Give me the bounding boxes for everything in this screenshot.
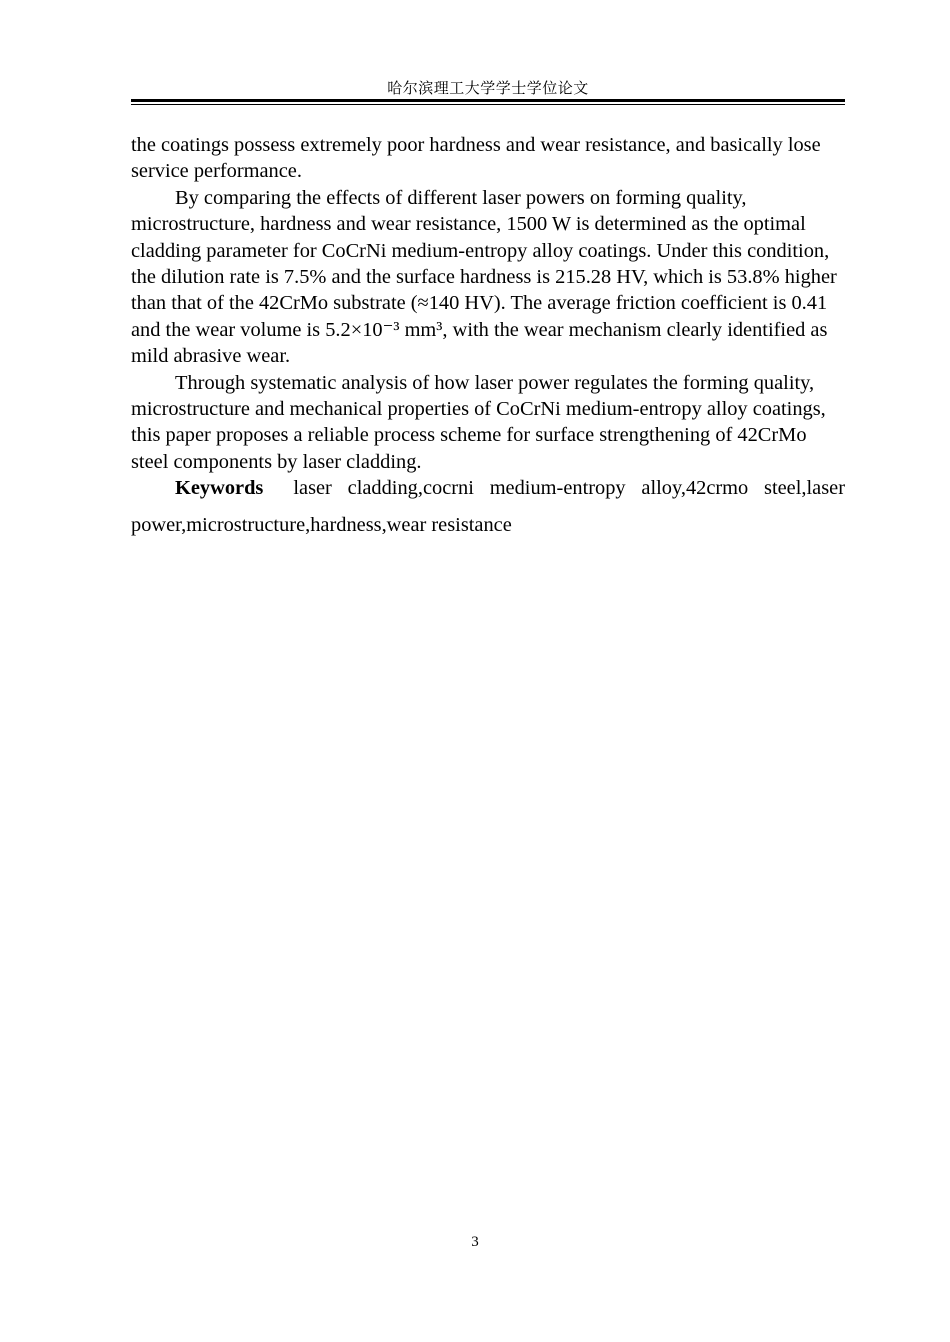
header-rule-thick xyxy=(131,99,845,102)
page-number: 3 xyxy=(471,1234,479,1250)
abstract-body xyxy=(131,132,845,544)
keywords-block xyxy=(131,470,845,544)
paragraph-continuation: the coatings possess extremely poor hardness and wear resistance, and basically lose service performance. xyxy=(131,134,821,183)
paragraph-optimal-parameter: By comparing the effects of different laser powers on forming quality, microstructure, hardness and wear resistance, 1500 W is determined as the optimal cladding parameter for CoCrNi medium-entropy alloy coatings. Under this condition, the dilution rate is 7.5% and the surface hardness is 215.28 HV, which is 53.8% higher than that of the 42CrMo substrate (≈140 HV). The average friction coefficient is 0.41 and the wear volume is 5.2×10⁻³ mm³, with the wear mechanism clearly identified as mild abrasive wear. xyxy=(131,186,837,368)
paragraph-conclusion: Through systematic analysis of how laser power regulates the forming quality, microstructure and mechanical properties of CoCrNi medium-entropy alloy coatings, this paper proposes a reliable process scheme for surface strengthening of 42CrMo steel components by laser cladding. xyxy=(131,371,826,473)
running-header: 哈尔滨理工大学学士学位论文 xyxy=(387,79,589,97)
keywords-text: laser cladding,cocrni medium-entropy alloy,42crmo steel,laser power,microstructure,hardness,wear resistance xyxy=(131,477,845,537)
keywords-label: Keywords xyxy=(175,477,264,500)
header-rule-thin xyxy=(131,104,845,105)
